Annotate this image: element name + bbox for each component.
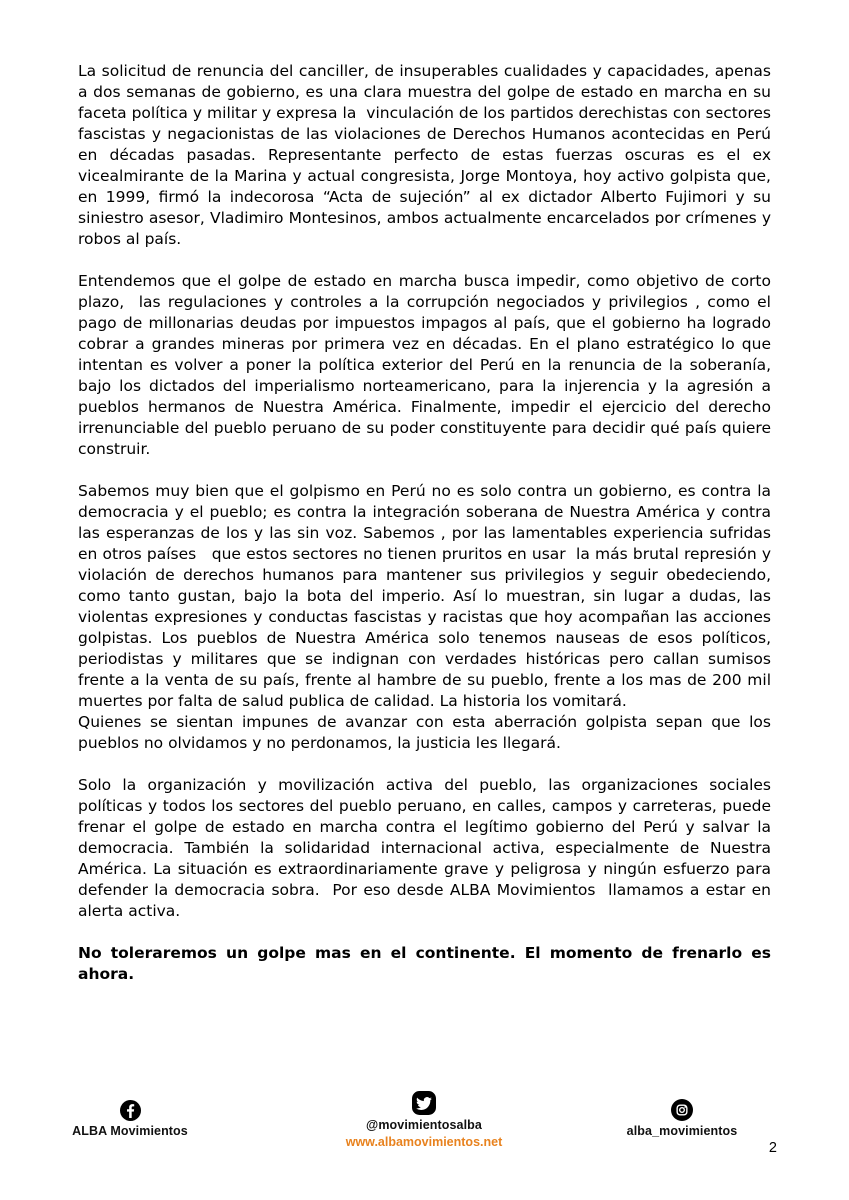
twitter-handle: @movimientosalba	[366, 1118, 482, 1132]
facebook-handle: ALBA Movimientos	[72, 1124, 188, 1138]
paragraph-closing-statement: No toleraremos un golpe mas en el continente. El momento de frenarlo es ahora.	[78, 944, 777, 983]
twitter-icon	[294, 1090, 554, 1115]
paragraph-3: Sabemos muy bien que el golpismo en Perú no es solo contra un gobierno, es contra la democracia y el pueblo; es contra la integración soberana de Nuestra América y contra las esperanzas de los y las sin voz. Sabemos , por las lamentables experiencia sufridas en otros países que estos sectores no tienen pruritos en usar la más brutal represión y violación de derechos humanos para mantener sus privilegios y seguir obedeciendo, como tanto gustan, bajo la bota del imperio. Así lo muestran, sin lugar a dudas, las violentas expresiones y conductas fascistas y racistas que hoy acompañan las acciones golpistas. Los pueblos de Nuestra América solo tenemos nauseas de esos políticos, periodistas y militares que se indignan con verdades históricas pero callan sumisos frente a la venta de su país, frente al hambre de su pueblo, frente a los mas de 200 mil muertes por falta de salud publica de calidad. La historia los vomitará.	[78, 482, 776, 710]
facebook-icon	[40, 1096, 220, 1121]
paragraph-5: Solo la organización y movilización activa del pueblo, las organizaciones sociales políticas y todos los sectores del pueblo peruano, en calles, campos y carreteras, puede frenar el golpe de estado en marcha contra el legítimo gobierno del Perú y salvar la democracia. También la solidaridad internacional activa, especialmente de Nuestra América. La situación es extraordinariamente grave y peligrosa y ningún esfuerzo para defender la democracia sobra. Por eso desde ALBA Movimientos llamamos a estar en alerta activa.	[78, 776, 776, 920]
page-number: 2	[768, 1140, 777, 1156]
footer-instagram-block	[592, 1096, 772, 1138]
website-link[interactable]: www.albamovimientos.net	[345, 1135, 503, 1149]
footer-facebook-block	[40, 1096, 220, 1138]
paragraph-1: La solicitud de renuncia del canciller, de insuperables cualidades y capacidades, apenas a dos semanas de gobierno, es una clara muestra del golpe de estado en marcha en su faceta política y militar y expresa la vinculación de los partidos derechistas con sectores fascistas y negacionistas de las violaciones de Derechos Humanos acontecidas en Perú en décadas pasadas. Representante perfecto de estas fuerzas oscuras es el ex vicealmirante de la Marina y actual congresista, Jorge Montoya, hoy activo golpista que, en 1999, firmó la indecorosa “Acta de sujeción” al ex dictador Alberto Fujimori y su siniestro asesor, Vladimiro Montesinos, ambos actualmente encarcelados por crímenes y robos al país.	[78, 62, 776, 248]
paragraph-4: Quienes se sientan impunes de avanzar con esta aberración golpista sepan que los pueblos no olvidamos y no perdonamos, la justicia les llegará.	[78, 713, 776, 752]
paragraph-2: Entendemos que el golpe de estado en marcha busca impedir, como objetivo de corto plazo, las regulaciones y controles a la corrupción negociados y privilegios , como el pago de millonarias deudas por impuestos impagos al país, que el gobierno ha logrado cobrar a grandes mineras por primera vez en décadas. En el plano estratégico lo que intentan es volver a poner la política exterior del Perú en la renuncia de la soberanía, bajo los dictados del imperialismo norteamericano, para la injerencia y la agresión a pueblos hermanos de Nuestra América. Finalmente, impedir el ejercicio del derecho irrenunciable del pueblo peruano de su poder constituyente para decidir qué país quiere construir.	[78, 272, 776, 458]
instagram-icon	[592, 1096, 772, 1121]
footer-twitter-block	[294, 1090, 554, 1149]
instagram-handle: alba_movimientos	[626, 1124, 738, 1138]
